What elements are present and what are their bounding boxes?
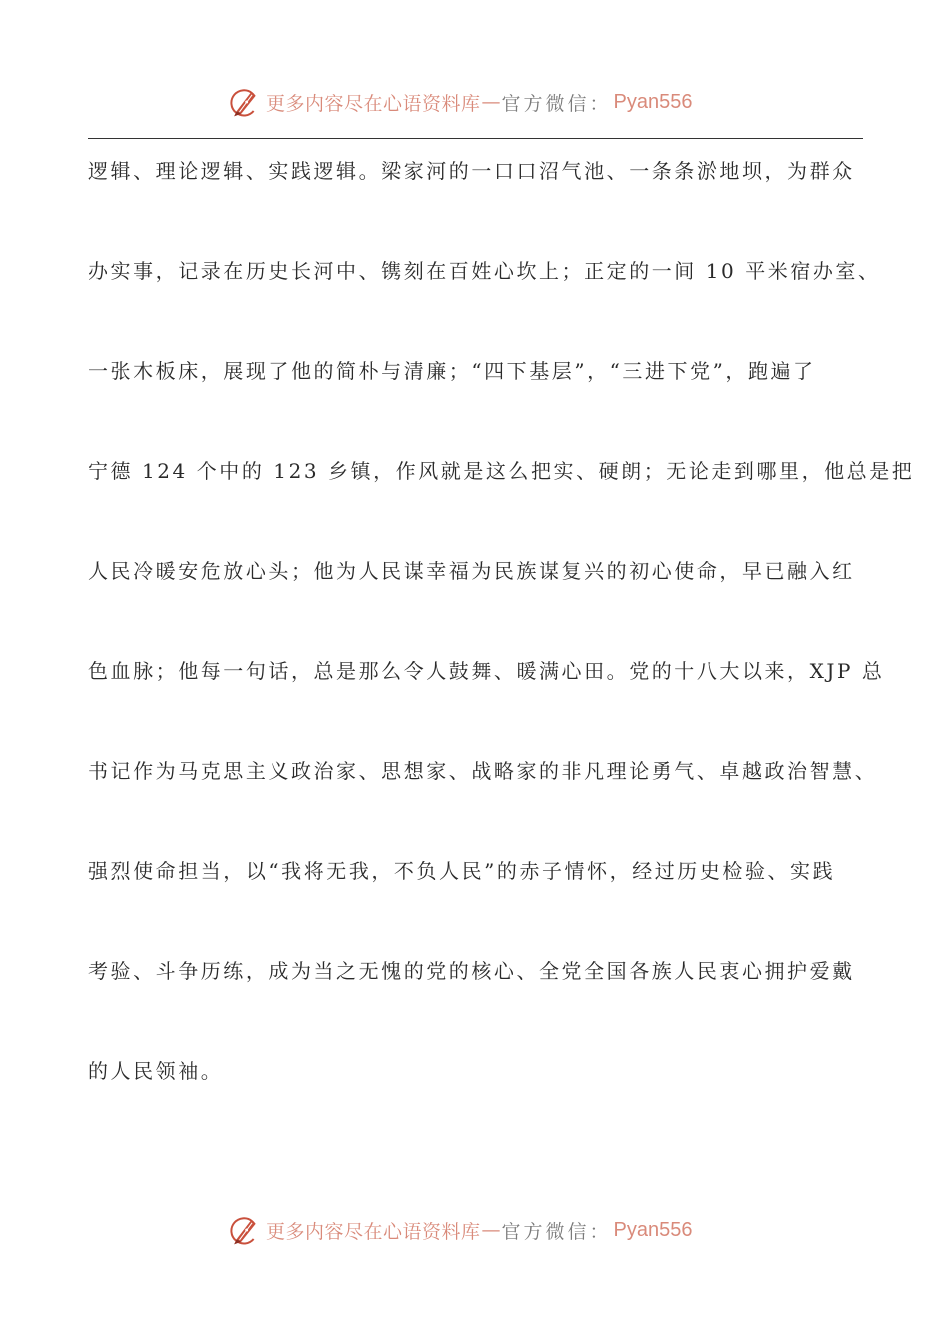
footer-separator: —: [481, 1219, 501, 1241]
page-footer: [0, 1210, 950, 1250]
footer-brand: [226, 1210, 693, 1250]
body-line: 书记作为马克思主义政治家、思想家、战略家的非凡理论勇气、卓越政治智慧、: [88, 759, 878, 783]
body-line: 办实事，记录在历史长河中、镌刻在百姓心坎上；正定的一间 10 平米宿办室、: [88, 259, 881, 283]
body-line: 逻辑、理论逻辑、实践逻辑。梁家河的一口口沼气池、一条条淤地坝，为群众: [88, 159, 855, 183]
body-text: [88, 147, 915, 1147]
body-line: 的人民领袖。: [88, 1059, 224, 1083]
header-contact-id: Pyan556: [613, 90, 693, 113]
header-separator: —: [481, 91, 501, 113]
body-line: 宁德 124 个中的 123 乡镇，作风就是这么把实、硬朗；无论走到哪里，他总是把: [88, 459, 915, 483]
body-line: 强烈使命担当，以“我将无我，不负人民”的赤子情怀，经过历史检验、实践: [88, 859, 836, 883]
header-brand-text: 更多内容尽在心语资料库: [266, 92, 481, 115]
footer-contact-id: Pyan556: [613, 1218, 693, 1241]
header-brand: [226, 82, 693, 122]
page-header: [0, 82, 950, 122]
body-line: 一张木板床，展现了他的简朴与清廉；“四下基层”，“三进下党”，跑遍了: [88, 359, 816, 383]
footer-brand-text: 更多内容尽在心语资料库: [266, 1220, 481, 1243]
body-line: 人民冷暖安危放心头；他为人民谋幸福为民族谋复兴的初心使命，早已融入红: [88, 559, 855, 583]
header-contact-label: 官方微信：: [501, 92, 612, 115]
pen-nib-logo-icon: [226, 1212, 262, 1248]
body-line: 考验、斗争历练，成为当之无愧的党的核心、全党全国各族人民衷心拥护爱戴: [88, 959, 855, 983]
body-line: 色血脉；他每一句话，总是那么令人鼓舞、暖满心田。党的十八大以来，XJP 总: [88, 659, 885, 683]
footer-contact-label: 官方微信：: [501, 1220, 612, 1243]
pen-nib-logo-icon: [226, 84, 262, 120]
header-divider: [88, 138, 863, 139]
